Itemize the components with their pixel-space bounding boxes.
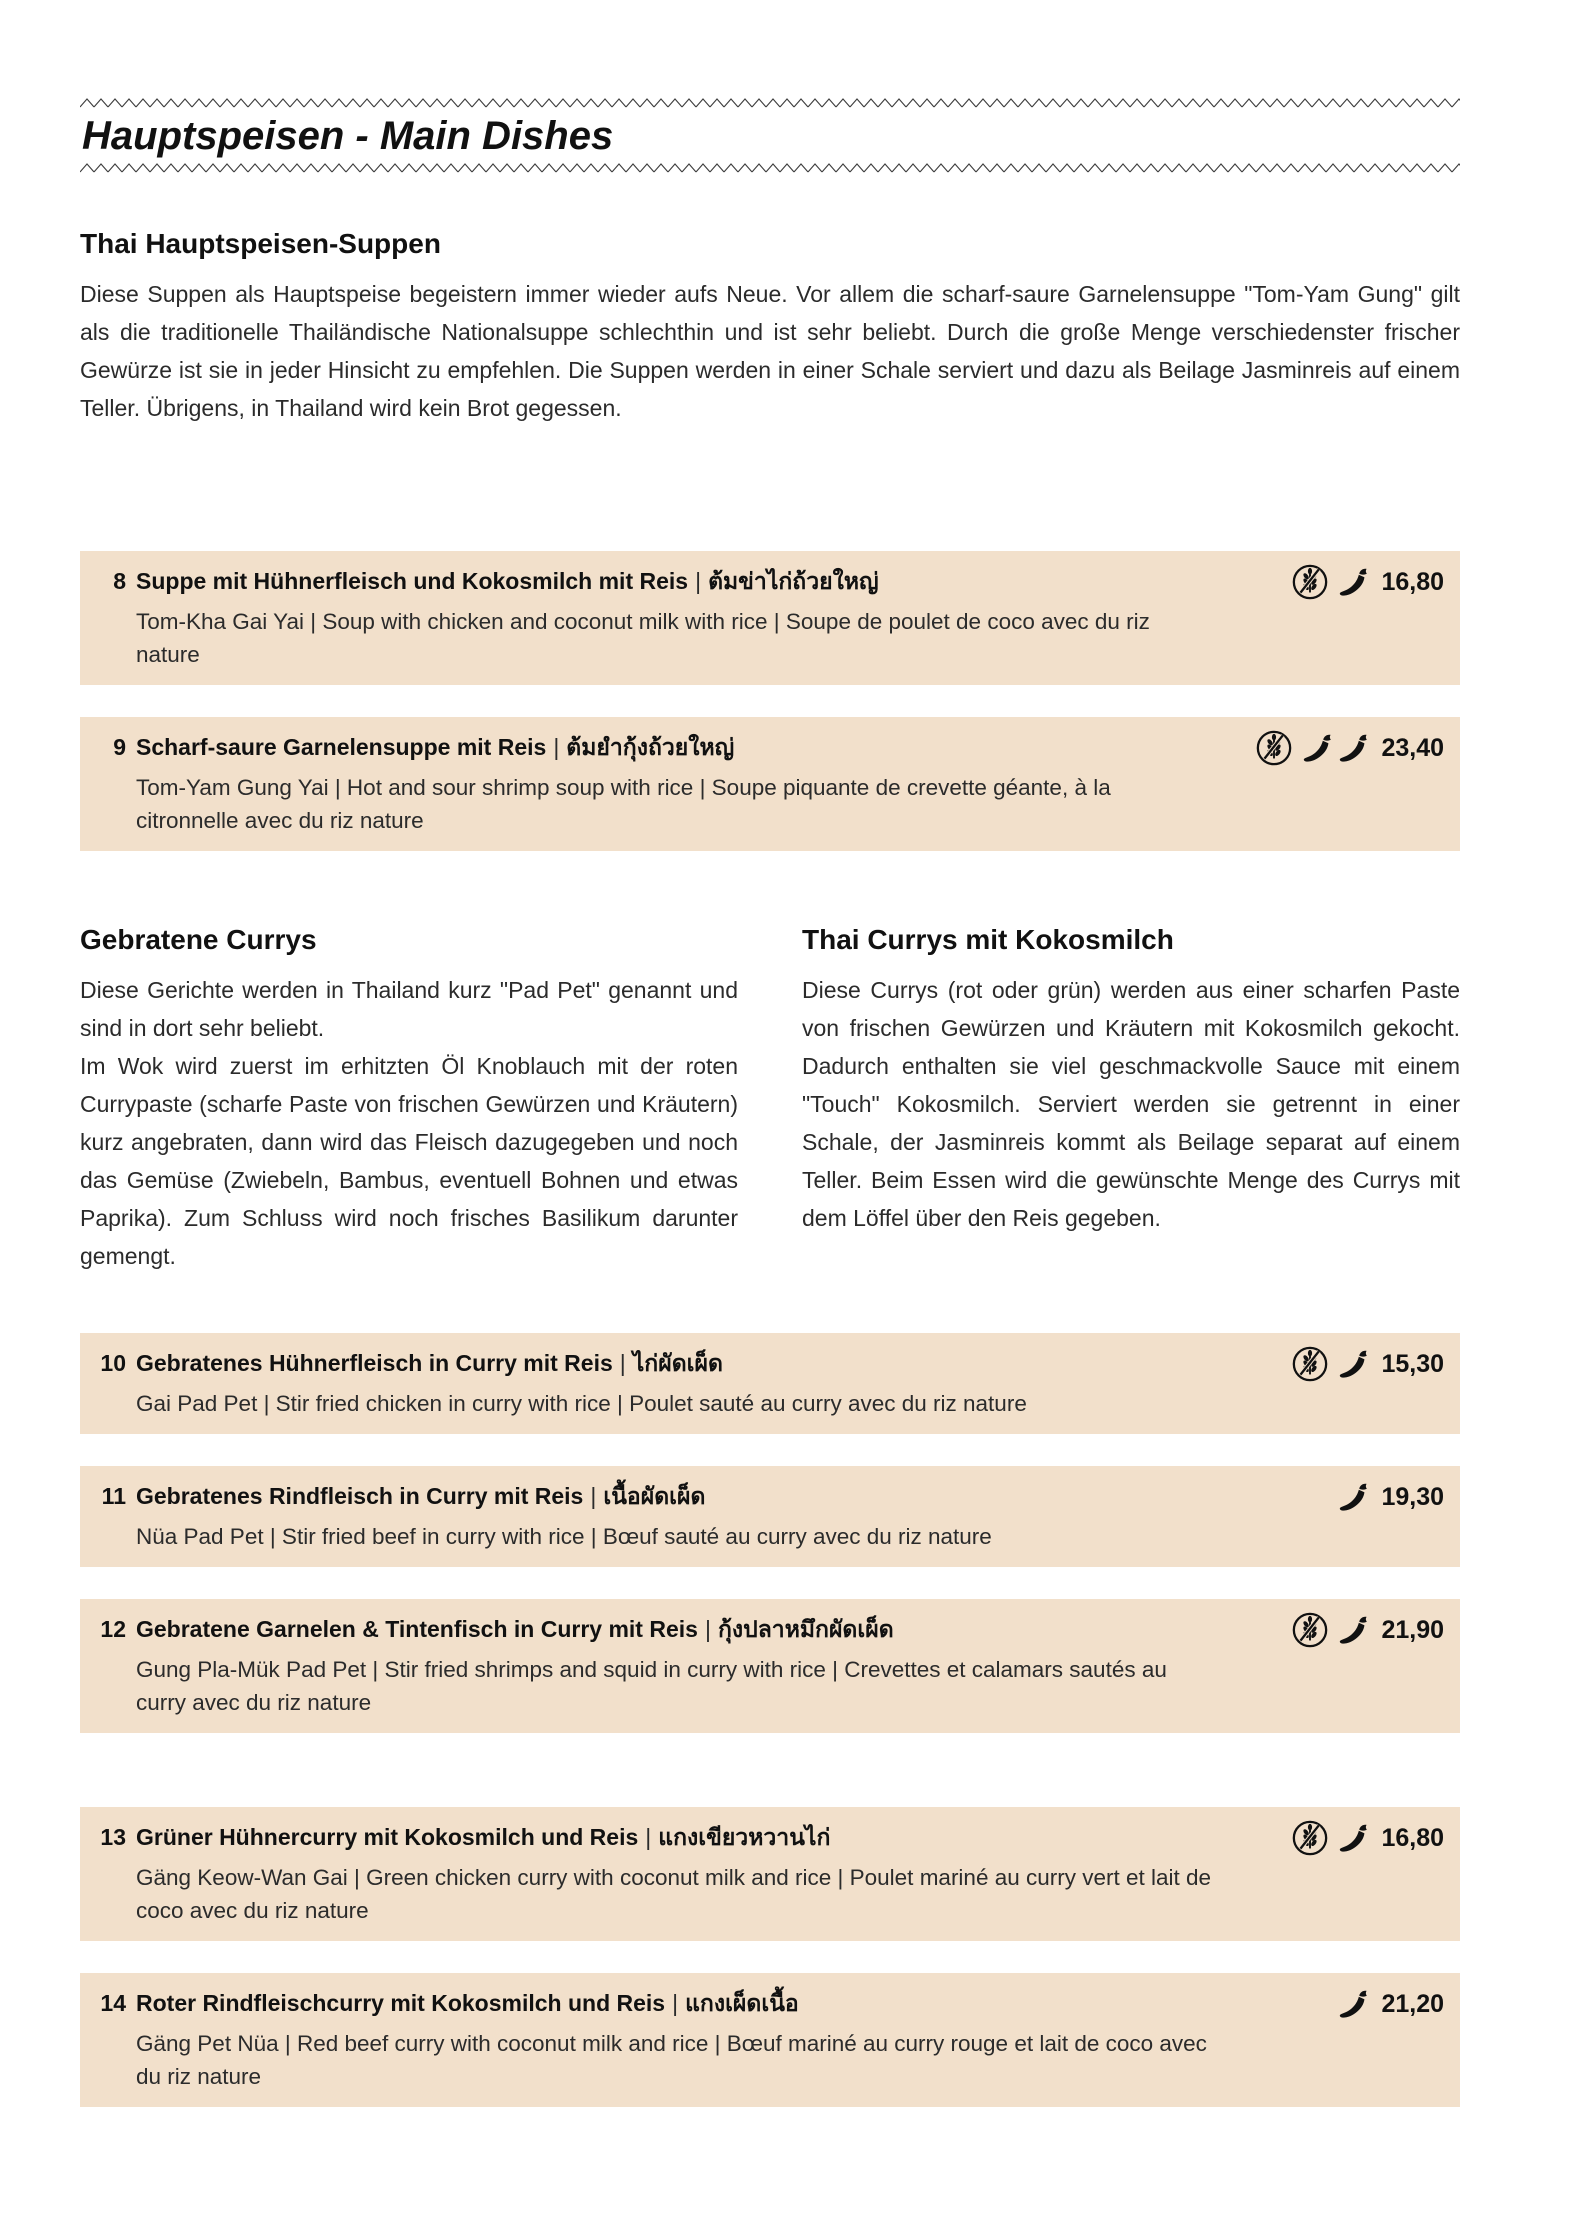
item-name-de: Roter Rindfleischcurry mit Kokosmilch und Reis bbox=[136, 1990, 666, 2016]
item-head bbox=[100, 1345, 1444, 1383]
page-title: Hauptspeisen - Main Dishes bbox=[82, 114, 614, 158]
item-meta bbox=[1322, 1985, 1444, 2023]
spiciness-icons bbox=[1336, 1347, 1370, 1381]
spiciness-icons bbox=[1336, 565, 1370, 599]
item-meta bbox=[1277, 1345, 1444, 1383]
spiciness-icons bbox=[1336, 1987, 1370, 2021]
item-price: 23,40 bbox=[1381, 733, 1444, 762]
item-description: Gai Pad Pet | Stir fried chicken in curry with rice | Poulet sauté au curry avec du riz nature bbox=[136, 1391, 1027, 1416]
item-number: 12 bbox=[100, 1616, 126, 1642]
menu-item-11 bbox=[80, 1466, 1460, 1567]
zigzag-divider-bottom bbox=[80, 163, 1460, 173]
item-meta bbox=[1241, 729, 1444, 767]
title-separator: | bbox=[619, 1350, 626, 1376]
item-name-de: Scharf-saure Garnelensuppe mit Reis bbox=[136, 734, 547, 760]
item-price: 15,30 bbox=[1381, 1349, 1444, 1378]
item-number: 8 bbox=[113, 568, 126, 594]
fried-currys-heading: Gebratene Currys bbox=[80, 924, 317, 955]
menu-item-14 bbox=[80, 1973, 1460, 2107]
item-price: 19,30 bbox=[1381, 1482, 1444, 1511]
item-number: 9 bbox=[113, 734, 126, 760]
chili-icon bbox=[1336, 1987, 1370, 2021]
item-name-th: เนื้อผัดเผ็ด bbox=[603, 1483, 706, 1509]
item-title bbox=[136, 1819, 830, 1855]
spiciness-icons bbox=[1336, 1821, 1370, 1855]
coconut-currys-paragraph: Diese Currys (rot oder grün) werden aus einer scharfen Paste von frischen Gewürzen und Kräutern mit Kokosmilch gekocht. Dadurch enthalten sie viel geschmackvolle Sauce mit einem "Touch" Kokosmilch. Serviert werden sie getrennt in einer Schale, der Jasminreis kommt als Beilage separat auf einem Teller. Beim Essen wird die gewünschte Menge des Currys mit dem Löffel über den Reis gegeben. bbox=[802, 977, 1460, 1231]
item-price: 21,20 bbox=[1381, 1989, 1444, 2018]
item-description: Gäng Keow-Wan Gai | Green chicken curry with coconut milk and rice | Poulet mariné au curry vert et lait de coco avec du riz nature bbox=[136, 1865, 1212, 1923]
item-name-de: Suppe mit Hühnerfleisch und Kokosmilch mit Reis bbox=[136, 568, 689, 594]
title-separator: | bbox=[590, 1483, 597, 1509]
title-separator: | bbox=[645, 1824, 652, 1850]
item-head bbox=[100, 729, 1444, 767]
item-name-de: Gebratenes Hühnerfleisch in Curry mit Reis bbox=[136, 1350, 613, 1376]
item-title bbox=[136, 1985, 799, 2021]
menu-item-8 bbox=[80, 551, 1460, 685]
chili-icon bbox=[1336, 1480, 1370, 1514]
item-name-th: กุ้งปลาหมึกผัดเผ็ด bbox=[717, 1616, 894, 1642]
item-price: 16,80 bbox=[1381, 1823, 1444, 1852]
gluten-free-icon bbox=[1291, 563, 1329, 601]
item-head bbox=[100, 1611, 1444, 1649]
chili-icon bbox=[1336, 1613, 1370, 1647]
item-number: 11 bbox=[101, 1483, 126, 1509]
title-separator: | bbox=[704, 1616, 711, 1642]
item-meta bbox=[1277, 1819, 1444, 1857]
curry-columns bbox=[80, 923, 1460, 1275]
menu-item-12 bbox=[80, 1599, 1460, 1733]
item-title bbox=[136, 1478, 705, 1514]
item-name-de: Grüner Hühnercurry mit Kokosmilch und Reis bbox=[136, 1824, 639, 1850]
item-title bbox=[136, 563, 879, 599]
title-separator: | bbox=[672, 1990, 679, 2016]
gluten-free-icon bbox=[1291, 1611, 1329, 1649]
item-head bbox=[100, 1985, 1444, 2023]
title-separator: | bbox=[695, 568, 702, 594]
spiciness-icons bbox=[1336, 1613, 1370, 1647]
item-price: 21,90 bbox=[1381, 1615, 1444, 1644]
item-head bbox=[100, 1819, 1444, 1857]
item-description: Tom-Yam Gung Yai | Hot and sour shrimp soup with rice | Soupe piquante de crevette géante, à la citronnelle avec du riz nature bbox=[136, 775, 1111, 833]
gluten-free-icon bbox=[1255, 729, 1293, 767]
coconut-currys-heading: Thai Currys mit Kokosmilch bbox=[802, 924, 1174, 955]
spiciness-icons bbox=[1300, 731, 1370, 765]
chili-icon bbox=[1336, 731, 1370, 765]
fried-currys-column bbox=[80, 923, 738, 1275]
menu-item-10 bbox=[80, 1333, 1460, 1434]
item-number: 13 bbox=[100, 1824, 126, 1850]
item-name-th: แกงเขียวหวานไก่ bbox=[658, 1824, 831, 1850]
soups-intro-paragraph: Diese Suppen als Hauptspeise begeistern immer wieder aufs Neue. Vor allem die scharf-saure Garnelensuppe "Tom-Yam Gung" gilt als die traditionelle Thailändische Nationalsuppe schlechthin und ist sehr beliebt. Durch die große Menge verschiedenster frischer Gewürze ist sie in jeder Hinsicht zu empfehlen. Die Suppen werden in einer Schale serviert und dazu als Beilage Jasminreis auf einem Teller. Übrigens, in Thailand wird kein Brot gegessen. bbox=[80, 281, 1460, 421]
item-description: Tom-Kha Gai Yai | Soup with chicken and coconut milk with rice | Soupe de poulet de coco avec du riz nature bbox=[136, 609, 1150, 667]
item-head bbox=[100, 1478, 1444, 1516]
item-description: Nüa Pad Pet | Stir fried beef in curry with rice | Bœuf sauté au curry avec du riz nature bbox=[136, 1524, 992, 1549]
menu-item-9 bbox=[80, 717, 1460, 851]
item-name-th: ไก่ผัดเผ็ด bbox=[632, 1350, 723, 1376]
item-name-de: Gebratenes Rindfleisch in Curry mit Reis bbox=[136, 1483, 584, 1509]
item-number: 10 bbox=[100, 1350, 126, 1376]
item-title bbox=[136, 729, 734, 765]
item-name-th: แกงเผ็ดเนื้อ bbox=[685, 1990, 799, 2016]
item-title bbox=[136, 1345, 723, 1381]
item-name-th: ต้มยำกุ้งถ้วยใหญ่ bbox=[566, 734, 735, 760]
gluten-free-icon bbox=[1291, 1345, 1329, 1383]
item-name-th: ต้มข่าไก่ถ้วยใหญ่ bbox=[708, 568, 879, 594]
coconut-currys-column bbox=[802, 923, 1460, 1275]
gluten-free-icon bbox=[1291, 1819, 1329, 1857]
spiciness-icons bbox=[1336, 1480, 1370, 1514]
menu-item-13 bbox=[80, 1807, 1460, 1941]
soups-section-heading: Thai Hauptspeisen-Suppen bbox=[80, 228, 441, 259]
fried-currys-paragraph-1: Diese Gerichte werden in Thailand kurz "Pad Pet" genannt und sind in dort sehr beliebt. bbox=[80, 977, 738, 1041]
item-meta bbox=[1277, 1611, 1444, 1649]
chili-icon bbox=[1336, 565, 1370, 599]
fried-currys-paragraph-2: Im Wok wird zuerst im erhitzten Öl Knoblauch mit der roten Currypaste (scharfe Paste von frischen Gewürzen und Kräutern) kurz angebraten, dann wird das Fleisch dazugegeben und noch das Gemüse (Zwiebeln, Bambus, eventuell Bohnen und etwas Paprika). Zum Schluss wird noch frisches Basilikum darunter gemengt. bbox=[80, 1053, 738, 1269]
item-number: 14 bbox=[100, 1990, 126, 2016]
item-name-de: Gebratene Garnelen & Tintenfisch in Curry mit Reis bbox=[136, 1616, 698, 1642]
item-head bbox=[100, 563, 1444, 601]
item-description: Gäng Pet Nüa | Red beef curry with coconut milk and rice | Bœuf mariné au curry rouge et lait de coco avec du riz nature bbox=[136, 2031, 1207, 2089]
title-separator: | bbox=[553, 734, 560, 760]
item-meta bbox=[1322, 1478, 1444, 1516]
chili-icon bbox=[1336, 1821, 1370, 1855]
chili-icon bbox=[1300, 731, 1334, 765]
item-title bbox=[136, 1611, 894, 1647]
item-meta bbox=[1277, 563, 1444, 601]
item-description: Gung Pla-Mük Pad Pet | Stir fried shrimps and squid in curry with rice | Crevettes et calamars sautés au curry avec du riz nature bbox=[136, 1657, 1167, 1715]
item-price: 16,80 bbox=[1381, 567, 1444, 596]
chili-icon bbox=[1336, 1347, 1370, 1381]
zigzag-divider-top bbox=[80, 98, 1460, 108]
